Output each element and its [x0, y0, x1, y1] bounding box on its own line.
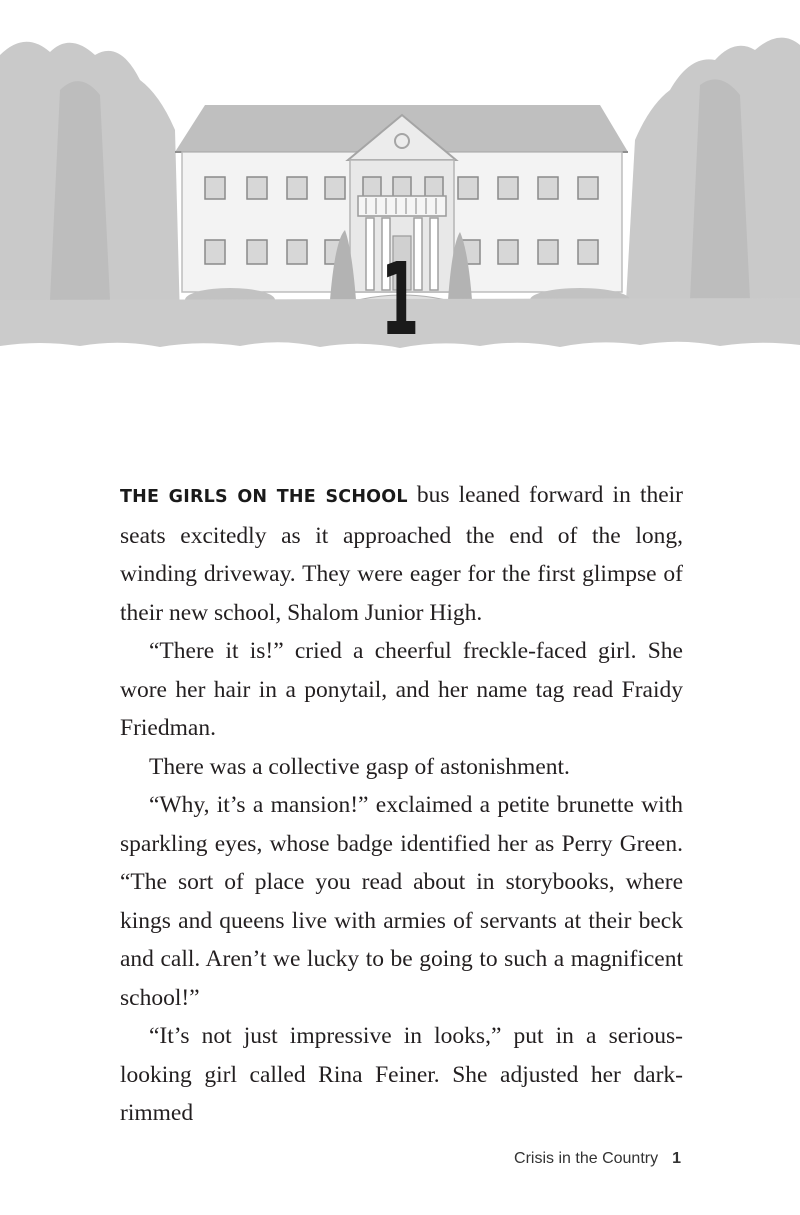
- chapter-number: 1: [380, 241, 420, 358]
- paragraph-text: bus leaned forward in their seats excitedly as it approached the end of the long, winding driveway. They were eager for the first glimpse of their new school, Shalom Junior High.: [120, 482, 684, 626]
- page-number: 1: [672, 1150, 681, 1167]
- page-footer: [514, 1150, 681, 1168]
- paragraph: “Why, it’s a mansion!” exclaimed a petite brunette with sparkling eyes, whose badge identified her as Perry Green. “The sort of place you read about in storybooks, where kings and queens live with armies of servants at their beck and call. Aren’t we lucky to be going to such a magnificent school!”: [120, 792, 683, 1011]
- paragraph: There was a collective gasp of astonishment.: [149, 753, 570, 780]
- lead-in-text: THE GIRLS ON THE SCHOOL: [120, 487, 408, 507]
- paragraph: “There it is!” cried a cheerful freckle-faced girl. She wore her hair in a ponytail, and her name tag read Fraidy Friedman.: [120, 638, 683, 741]
- running-title: Crisis in the Country: [514, 1150, 659, 1167]
- paragraph: [120, 476, 683, 632]
- chapter-body: [120, 476, 683, 1133]
- paragraph: “It’s not just impressive in looks,” put in a serious-looking girl called Rina Feiner. She adjusted her dark-rimmed: [120, 1023, 683, 1126]
